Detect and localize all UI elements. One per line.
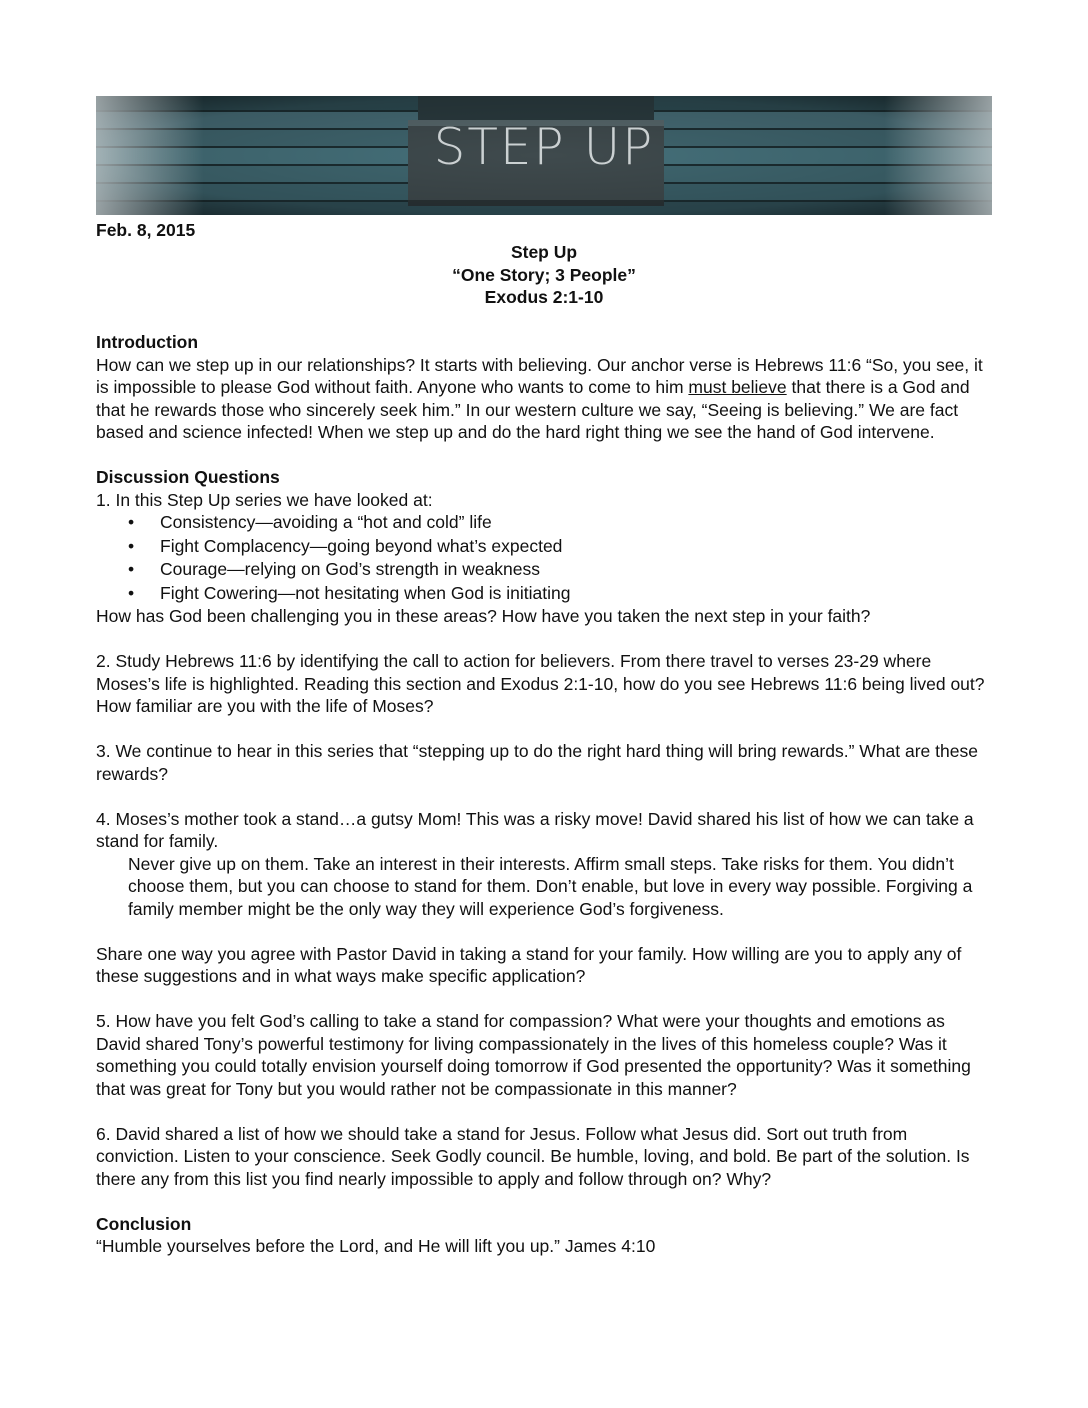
banner-title: STEP UP bbox=[433, 118, 655, 176]
page-title: Step Up bbox=[510, 242, 578, 262]
underlined-text: must believe bbox=[688, 377, 787, 397]
bullet-icon: • bbox=[128, 559, 135, 579]
banner-image bbox=[96, 96, 992, 215]
list-item: • Fight Complacency—going beyond what’s expected bbox=[128, 535, 992, 559]
document-page bbox=[96, 96, 992, 1258]
question-5: 5. How have you felt God’s calling to take a stand for compassion? What were your thoughts and emotions as David shared Tony’s powerful testimony for living compassionately in the lives of this homeless couple? Was it something you could totally envision yourself doing tomorrow if God presented the opportunity? Was it something that was great for Tony but you would rather not be compassionate in this manner? bbox=[96, 1011, 971, 1099]
scripture-reference: Exodus 2:1-10 bbox=[484, 287, 604, 307]
subtitle: “One Story; 3 People” bbox=[452, 264, 636, 285]
question-3: 3. We continue to hear in this series that “stepping up to do the right hard thing will bring rewards.” What are these rewards? bbox=[96, 741, 978, 784]
date: Feb. 8, 2015 bbox=[96, 220, 196, 240]
list-item: • Fight Cowering—not hesitating when God is initiating bbox=[128, 582, 992, 606]
question-6: 6. David shared a list of how we should take a stand for Jesus. Follow what Jesus did. Sort out truth from conviction. Listen to your conscience. Seek Godly council. Be humble, loving, and bold. Be part of the solution. Is there any from this list you find nearly impossible to apply and follow through on? Why? bbox=[96, 1123, 970, 1189]
family-stand-list: Never give up on them. Take an interest in their interests. Affirm small steps. Take risks for them. You didn’t choose them, but you can choose to stand for them. Don’t enable, but love in every way possible. Forgiving a family member might be the only way they will experience God’s forgiveness. bbox=[128, 853, 973, 919]
question-1: 1. In this Step Up series we have looked at: bbox=[96, 489, 433, 510]
question-4: 4. Moses’s mother took a stand…a gutsy Mom! This was a risky move! David shared his list of how we can take a stand for family. bbox=[96, 808, 974, 851]
bullet-icon: • bbox=[128, 512, 135, 532]
bullet-icon: • bbox=[128, 535, 135, 556]
conclusion-heading: Conclusion bbox=[96, 1213, 192, 1234]
question-1-followup: How has God been challenging you in these areas? How have you taken the next step in your faith? bbox=[96, 606, 871, 626]
introduction-paragraph: How can we step up in our relationships? It starts with believing. Our anchor verse is Hebrews 11:6 “So, you see, it is impossible to please God without faith. Anyone who wants to come to him must believe that there is a God and that he rewards those who sincerely seek him.” In our western culture we say, “Seeing is believing.” We are fact based and science infected! When we step up and do the hard right thing we see the hand of God intervene. bbox=[96, 354, 983, 442]
conclusion-text: “Humble yourselves before the Lord, and He will lift you up.” James 4:10 bbox=[96, 1236, 656, 1256]
question-2: 2. Study Hebrews 11:6 by identifying the call to action for believers. From there travel to verses 23-29 where Moses’s life is highlighted. Reading this section and Exodus 2:1-10, how do you see Hebrews 11:6 being lived out? How familiar are you with the life of Moses? bbox=[96, 651, 985, 716]
question-4-followup: Share one way you agree with Pastor David in taking a stand for your family. How willing are you to apply any of these suggestions and in what ways make specific application? bbox=[96, 943, 962, 986]
discussion-heading: Discussion Questions bbox=[96, 467, 280, 487]
title-block bbox=[96, 241, 992, 309]
list-item: • Consistency—avoiding a “hot and cold” life bbox=[128, 511, 992, 535]
bullet-icon: • bbox=[128, 582, 135, 603]
list-item: • Courage—relying on God’s strength in weakness bbox=[128, 558, 992, 582]
introduction-heading: Introduction bbox=[96, 332, 199, 352]
series-topics-list bbox=[96, 511, 992, 605]
